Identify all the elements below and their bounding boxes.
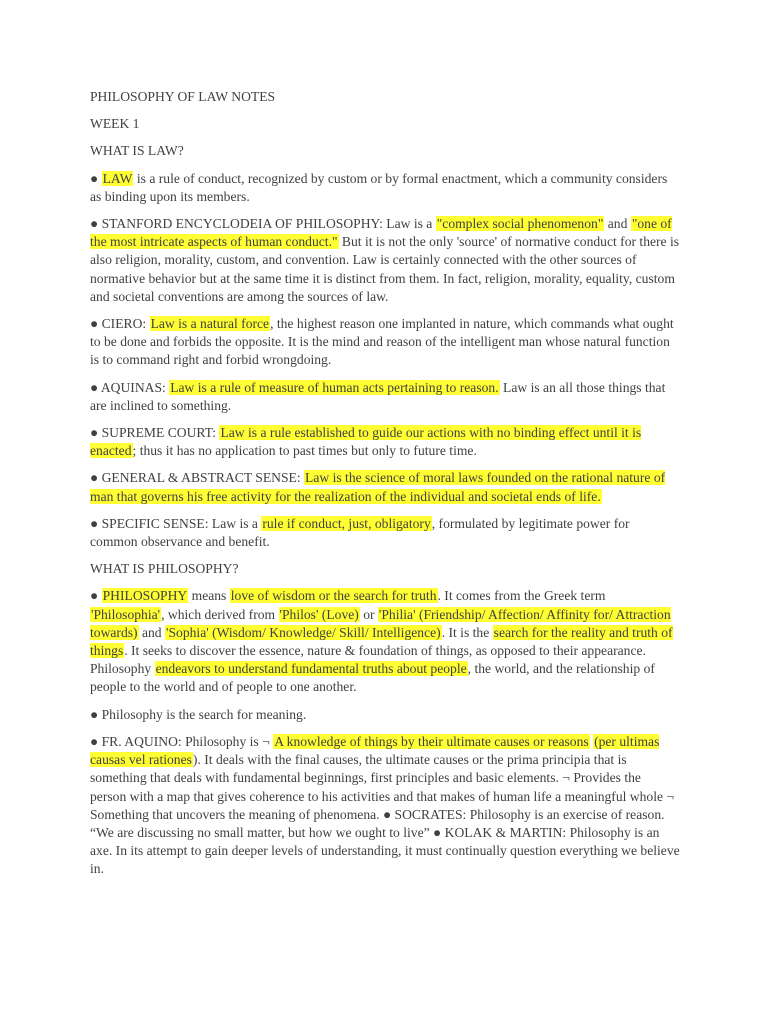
text-run: ●: [90, 170, 102, 186]
text-run: , the highest reason one implanted in nature, which commands what ought to be done and forbids the opposite. It is the mind and reason of the intelligent man whose natural function is to command right and forbid wrongdoing.: [90, 316, 674, 368]
highlighted-text: A knowledge of things by their ultimate causes or reasons: [274, 733, 589, 749]
paragraph-supreme-court: [90, 424, 680, 460]
text-run: But it is not the only 'source' of normative conduct for there is also religion, morality, custom, and convention. Law is certainly connected with the other sources of normative behavior but at the same time it is distinct from them. In fact, religion, morality, equality, custom and societal conventions are among the sources of law.: [90, 234, 680, 304]
section-heading-philosophy: WHAT IS PHILOSOPHY?: [90, 561, 239, 577]
highlighted-text: 'Philia' (Friendship/ Affection/ Affinity for/ Attraction towards): [90, 606, 671, 640]
text-run: or: [359, 606, 378, 622]
highlighted-text: LAW: [102, 170, 133, 186]
highlighted-text: Law is a rule established to guide our actions with no binding effect until it is enacted: [90, 425, 642, 459]
text-run: and: [604, 216, 631, 232]
text-run: , which derived from: [161, 606, 279, 622]
highlighted-text: 'Sophia' (Wisdom/ Knowledge/ Skill/ Intelligence): [166, 624, 441, 640]
text-run: Law is an all those things that are inclined to something.: [90, 379, 666, 413]
text-run: . It comes from the Greek term: [437, 588, 606, 604]
law-paragraphs: [90, 170, 680, 552]
highlighted-text: "one of the most intricate aspects of human conduct.": [90, 216, 672, 250]
paragraph-law-def: [90, 170, 680, 206]
text-run: ●: [90, 588, 102, 604]
text-run: , the world, and the relationship of people to the world and of people to one another.: [90, 661, 655, 695]
text-run: . It seeks to discover the essence, nature & foundation of things, as opposed to their appearance. Philosophy: [90, 643, 646, 677]
text-run: ● AQUINAS:: [90, 379, 170, 395]
paragraph-ciero: [90, 315, 680, 370]
section-heading-law: WHAT IS LAW?: [90, 143, 184, 159]
highlighted-text: search for the reality and truth of things: [90, 624, 673, 659]
text-run: ). It deals with the final causes, the ultimate causes or the prima principia that is something that deals with fundamental beginnings, first principles and basic elements. ¬ Provides the person with a map that gives coherence to his activities and that makes of human life a meaningful whole ¬ Something that uncovers the meaning of phenomena. ● SOCRATES: Philosophy is an exercise of reason. “We are discussing no small matter, but how we ought to live” ● KOLAK & MARTIN: Philosophy is an axe. In its attempt to gain deeper levels of understanding, it must continually question everything we believe in.: [90, 752, 680, 877]
paragraph-specific-sense: [90, 515, 680, 551]
paragraph-philosophy-def: [90, 587, 680, 696]
text-run: means: [188, 588, 230, 604]
text-run: , formulated by legitimate power for common observance and benefit.: [90, 515, 630, 550]
paragraph-fr-aquino: [90, 733, 680, 879]
text-run: ● FR. AQUINO: Philosophy is ¬: [90, 733, 274, 749]
text-run: ● STANFORD ENCYCLODEIA OF PHILOSOPHY: Law is a: [90, 216, 436, 232]
week-label: WEEK 1: [90, 116, 140, 132]
text-run: ● Philosophy is the search for meaning.: [90, 706, 307, 722]
highlighted-text: Law is the science of moral laws founded on the rational nature of man that governs his free activity for the realization of the individual and societal ends of life.: [90, 470, 666, 504]
highlighted-text: rule if conduct, just, obligatory: [262, 515, 431, 531]
highlighted-text: endeavors to understand fundamental truths about people: [155, 661, 467, 677]
paragraph-search-meaning: [90, 706, 680, 724]
highlighted-text: love of wisdom or the search for truth: [230, 588, 437, 604]
text-run: ● SPECIFIC SENSE: Law is a: [90, 515, 262, 531]
highlighted-text: PHILOSOPHY: [102, 588, 188, 604]
text-run: ● SUPREME COURT:: [90, 425, 220, 441]
highlighted-text: "complex social phenomenon": [436, 216, 604, 232]
text-run: and: [138, 624, 166, 640]
highlighted-text: 'Philos' (Love): [279, 606, 359, 622]
highlighted-text: 'Philosophia': [91, 606, 161, 622]
paragraph-aquinas: [90, 379, 680, 415]
paragraph-general-sense: [90, 469, 680, 505]
text-run: ● GENERAL & ABSTRACT SENSE:: [90, 470, 305, 486]
highlighted-text: Law is a natural force: [150, 316, 270, 332]
document-page: [90, 88, 680, 888]
text-run: ● CIERO:: [90, 316, 150, 332]
highlighted-text: (per ultimas causas vel rationes: [90, 733, 660, 768]
highlighted-text: Law is a rule of measure of human acts pertaining to reason.: [170, 379, 499, 395]
philosophy-paragraphs: [90, 587, 680, 878]
document-title: PHILOSOPHY OF LAW NOTES: [90, 89, 276, 104]
text-run: is a rule of conduct, recognized by custom or by formal enactment, which a community considers as binding upon its members.: [90, 170, 668, 204]
text-run: ; thus it has no application to past times but only to future time.: [132, 443, 477, 459]
paragraph-stanford: [90, 215, 680, 306]
text-run: . It is the: [441, 624, 493, 640]
